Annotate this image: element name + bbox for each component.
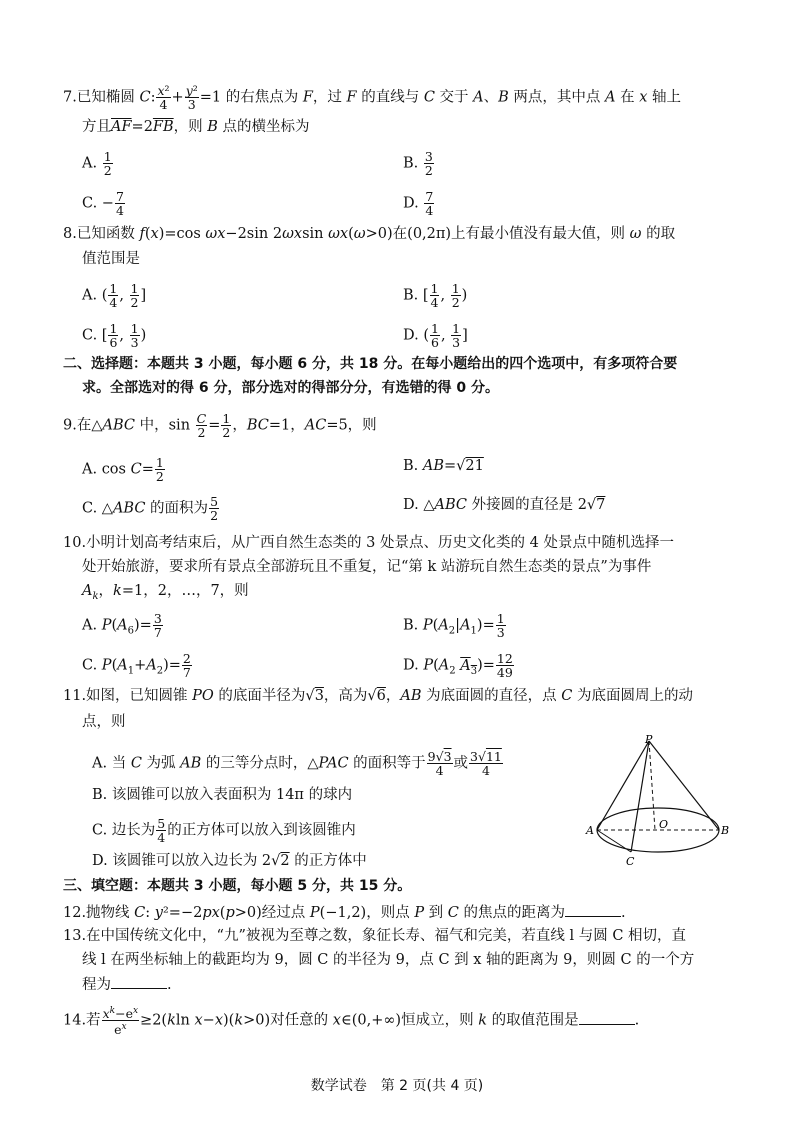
q13-line2: 线 l 在两坐标轴上的截距均为 9，圆 C 的半径为 9，点 C 到 x 轴的距离为 9，则圆 C 的一个方 <box>82 952 695 968</box>
q10-option-b: B. $P(A_2|A_1)=$ $\frac{1}{3}$ <box>403 611 505 640</box>
label-c: C <box>626 855 635 868</box>
q11-line1: 11.如图，已知圆锥 PO 的底面半径为√3，高为√6，AB 为底面圆的直径，点 C 为底面圆周上的动 <box>63 688 693 704</box>
q8-option-b: B. [ $\frac{1}{4}$ , $\frac{1}{2}$ ) <box>403 281 468 310</box>
q12-line1: 12.抛物线 C: y²=−2px(p>0)经过点 P(−1,2)，则点 P 到 C 的焦点的距离为 . <box>63 902 626 923</box>
q9-option-a: A. cos C= $\frac{1}{2}$ <box>82 455 164 484</box>
q14-line1: 14.若 $\frac{x^k-e^x}{e^x}$ ≥2(kln x−x)(k>0)对任意的 x∈(0,+∞)恒成立，则 k 的取值范围是 . <box>63 1006 640 1038</box>
q13-line1: 13.在中国传统文化中，“九”被视为至尊之数，象征长寿、福气和完美，若直线 l 与圆 C 相切，直 <box>63 928 687 944</box>
label-o: O <box>659 818 669 831</box>
q7-option-a: A. $\frac{1}{2}$ <box>82 149 112 178</box>
q7-option-b: B. $\frac{3}{2}$ <box>403 149 433 178</box>
q13-line3: 程为 . <box>82 974 172 995</box>
q11-line2: 点，则 <box>82 714 126 730</box>
q8-line2: 值范围是 <box>82 251 140 267</box>
label-p: P <box>645 735 653 746</box>
label-a: A <box>586 824 594 837</box>
cone-figure <box>585 735 735 870</box>
q8-option-d: D. ( $\frac{1}{6}$ , $\frac{1}{3}$ ] <box>403 321 468 350</box>
q8-line1: 8.已知函数 f(x)=cos ωx−2sin 2ωxsin ωx(ω>0)在(0,2π)上有最小值没有最大值，则 ω 的取 <box>63 226 676 242</box>
cone-edge-pb <box>649 741 719 830</box>
q11-option-d: D. 该圆锥可以放入边长为 2√2 的正方体中 <box>92 853 367 869</box>
q7-line1: 7.已知椭圆 C: $\frac{\text{x²}}{4}$ + $\frac{\text{y²}}{3}$ =1 的右焦点为 F，过 F 的直线与 C 交于 A、B 两点，其中点 A 在 x 轴上 <box>63 83 681 112</box>
q10-line2: 处开始旅游，要求所有景点全部游玩且不重复，记“第 k 站游玩自然生态类的景点”为事件 <box>82 559 652 575</box>
q10-line3: $A_k$，k=1，2，…，7，则 <box>82 583 249 602</box>
page-footer: 数学试卷 第 2 页(共 4 页) <box>310 1078 484 1094</box>
q7-line2: 方且$\overline{AF}=2\overline{FB}$，则 B 点的横坐标为 <box>82 119 310 135</box>
q11-option-a: A. 当 C 为弧 AB 的三等分点时，△PAC 的面积等于 $\frac{9√3}{4}$ 或 $\frac{3√11}{4}$ <box>92 749 502 778</box>
q7-option-d: D. $\frac{7}{4}$ <box>403 189 434 218</box>
label-b: B <box>721 824 730 837</box>
section2-line1: 二、选择题：本题共 3 小题，每小题 6 分，共 18 分。在每小题给出的四个选项中，有多项符合要 <box>63 356 678 372</box>
q9-option-b: B. AB=√21 <box>403 458 484 474</box>
q9-option-c: C. △ABC 的面积为 $\frac{5}{2}$ <box>82 494 219 523</box>
section3-line1: 三、填空题：本题共 3 小题，每小题 5 分，共 15 分。 <box>63 878 412 894</box>
q7-option-c: C. − $\frac{7}{4}$ <box>82 189 124 218</box>
height-po <box>649 741 655 830</box>
q10-option-a: A. $P(A_6)=$ $\frac{3}{7}$ <box>82 611 162 640</box>
q10-option-d: D. $P(A_2$ $A_3)=$ $\frac{12}{49}$ <box>403 651 513 680</box>
cone-edge-pc <box>631 741 649 852</box>
q11-option-b: B. 该圆锥可以放入表面积为 14π 的球内 <box>92 787 353 803</box>
section2-line2: 求。全部选对的得 6 分，部分选对的得部分分，有选错的得 0 分。 <box>82 380 499 396</box>
q10-option-c: C. $P(A_1+A_2)=$ $\frac{2}{7}$ <box>82 651 191 680</box>
q8-option-a: A. ( $\frac{1}{4}$ , $\frac{1}{2}$ ] <box>82 281 147 310</box>
q8-option-c: C. [ $\frac{1}{6}$ , $\frac{1}{3}$ ) <box>82 321 147 350</box>
q10-line1: 10.小明计划高考结束后，从广西自然生态类的 3 处景点、历史文化类的 4 处景点中随机选择一 <box>63 535 674 551</box>
q11-option-c: C. 边长为 $\frac{5}{4}$ 的正方体可以放入到该圆锥内 <box>92 816 356 845</box>
q9-stem: 9.在△ABC 中，sin $\frac{C}{2}$ = $\frac{1}{2}$ ，BC=1，AC=5，则 <box>63 411 377 440</box>
q9-option-d: D. △ABC 外接圆的直径是 2√7 <box>403 497 606 513</box>
chord-ac <box>597 830 631 852</box>
